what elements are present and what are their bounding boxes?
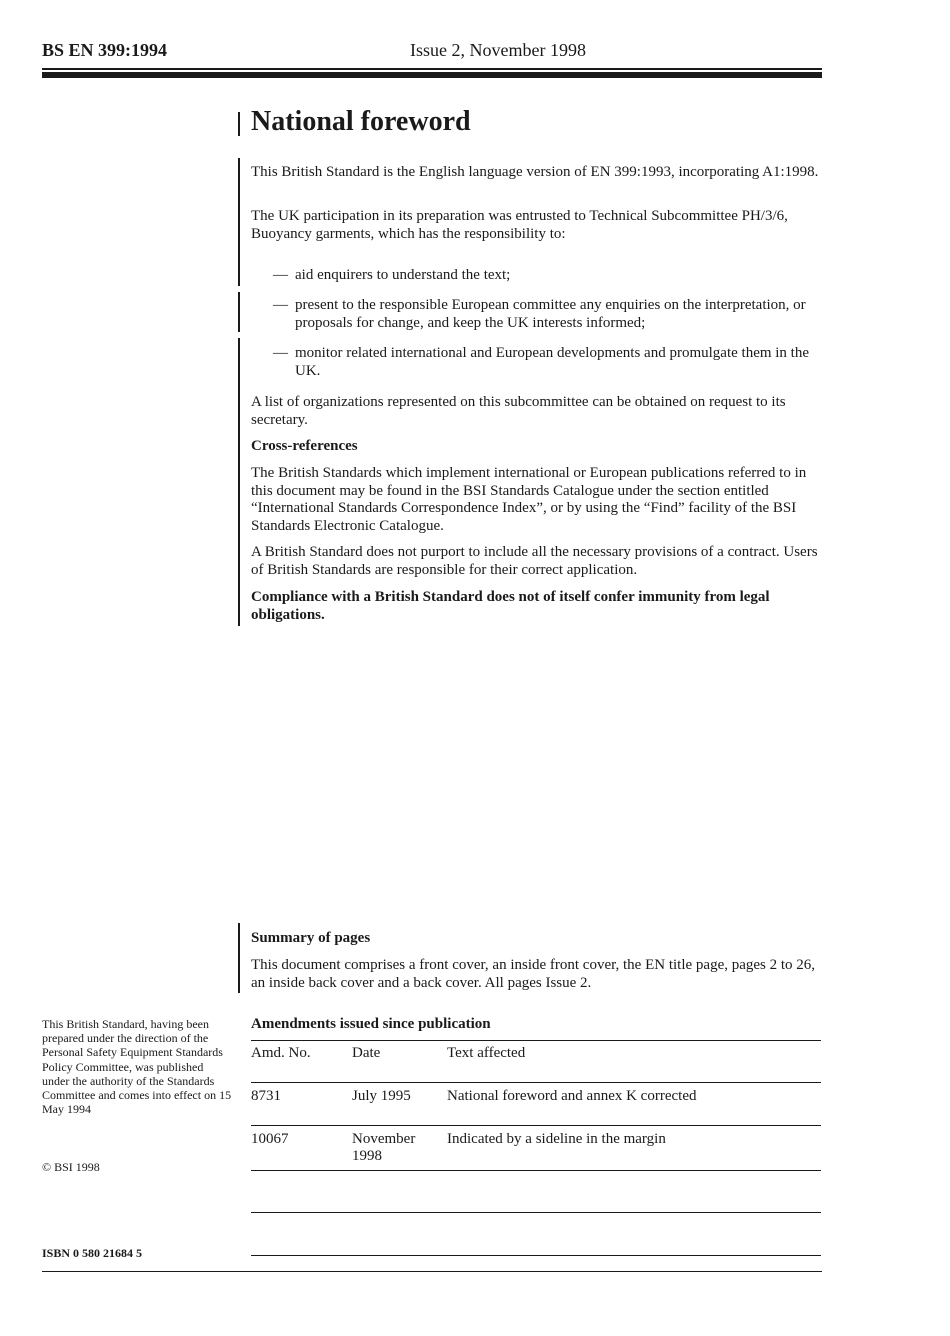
date-cell: July 1995 bbox=[352, 1088, 411, 1104]
bullet-dash: — bbox=[273, 297, 288, 313]
amendments-heading: Amendments issued since publication bbox=[251, 1016, 491, 1032]
table-rule bbox=[251, 1212, 821, 1213]
sideline-bullet-2 bbox=[238, 292, 240, 332]
table-rule bbox=[251, 1170, 821, 1171]
copyright-notice: © BSI 1998 bbox=[42, 1160, 100, 1174]
header-rule-thin bbox=[42, 68, 822, 70]
issue-label: Issue 2, November 1998 bbox=[410, 40, 586, 60]
header-rule-thick bbox=[42, 72, 822, 78]
column-header-amd-no: Amd. No. bbox=[251, 1045, 311, 1061]
sideline-summary bbox=[238, 923, 240, 993]
summary-text: This document comprises a front cover, an inside front cover, the EN title page, pages 2 to 26, an inside back cover and a back cover. All pages Issue 2. bbox=[251, 957, 816, 991]
bullet-item: monitor related international and European developments and promulgate them in the UK. bbox=[295, 345, 810, 379]
isbn: ISBN 0 580 21684 5 bbox=[42, 1246, 143, 1260]
bullet-dash: — bbox=[273, 267, 288, 283]
publication-note: This British Standard, having been prepared under the direction of the Personal Safety Equipment Standards Policy Committee, was published under the authority of the Standards Committee and comes into effect on 15 May 1994 bbox=[42, 1017, 232, 1117]
summary-heading: Summary of pages bbox=[251, 930, 371, 946]
bullet-item: aid enquirers to understand the text; bbox=[295, 267, 511, 283]
amd-no-cell: 10067 bbox=[251, 1131, 289, 1147]
table-rule bbox=[251, 1125, 821, 1126]
column-header-text-affected: Text affected bbox=[447, 1045, 526, 1061]
foreword-paragraph-3: A list of organizations represented on this subcommittee can be obtained on request to its secretary. bbox=[251, 394, 786, 428]
foreword-paragraph-1: This British Standard is the English language version of EN 399:1993, incorporating A1:1998. bbox=[251, 164, 819, 180]
column-header-date: Date bbox=[352, 1045, 381, 1061]
cross-references-heading: Cross-references bbox=[251, 438, 358, 454]
sideline-foreword-intro bbox=[238, 158, 240, 286]
foreword-paragraph-5: A British Standard does not purport to include all the necessary provisions of a contract. Users of British Standards are responsible for their correct application. bbox=[251, 544, 818, 578]
bullet-item: present to the responsible European committee any enquiries on the interpretation, or proposals for change, and keep the UK interests informed; bbox=[295, 297, 806, 331]
table-rule bbox=[251, 1082, 821, 1083]
amd-no-cell: 8731 bbox=[251, 1088, 281, 1104]
text-affected-cell: Indicated by a sideline in the margin bbox=[447, 1131, 666, 1147]
foreword-paragraph-4: The British Standards which implement international or European publications referred to in this document may be found in the BSI Standards Catalogue under the section entitled “International Standards Correspondence Index”, or by using the “Find” facility of the BSI Standards Electronic Catalogue. bbox=[251, 465, 807, 534]
text-affected-cell: National foreword and annex K corrected bbox=[447, 1088, 697, 1104]
footer-rule bbox=[42, 1271, 822, 1272]
page-title: National foreword bbox=[251, 106, 471, 137]
sideline-foreword-body bbox=[238, 338, 240, 626]
table-rule bbox=[251, 1255, 821, 1256]
date-cell: November 1998 bbox=[352, 1131, 416, 1164]
bullet-dash: — bbox=[273, 345, 288, 361]
sideline-title bbox=[238, 112, 240, 136]
document-id: BS EN 399:1994 bbox=[42, 40, 168, 60]
table-rule bbox=[251, 1040, 821, 1041]
foreword-paragraph-2: The UK participation in its preparation was entrusted to Technical Subcommittee PH/3/6, Buoyancy garments, which has the responsibility to: bbox=[251, 208, 788, 242]
compliance-statement: Compliance with a British Standard does not of itself confer immunity from legal obligations. bbox=[251, 589, 770, 623]
